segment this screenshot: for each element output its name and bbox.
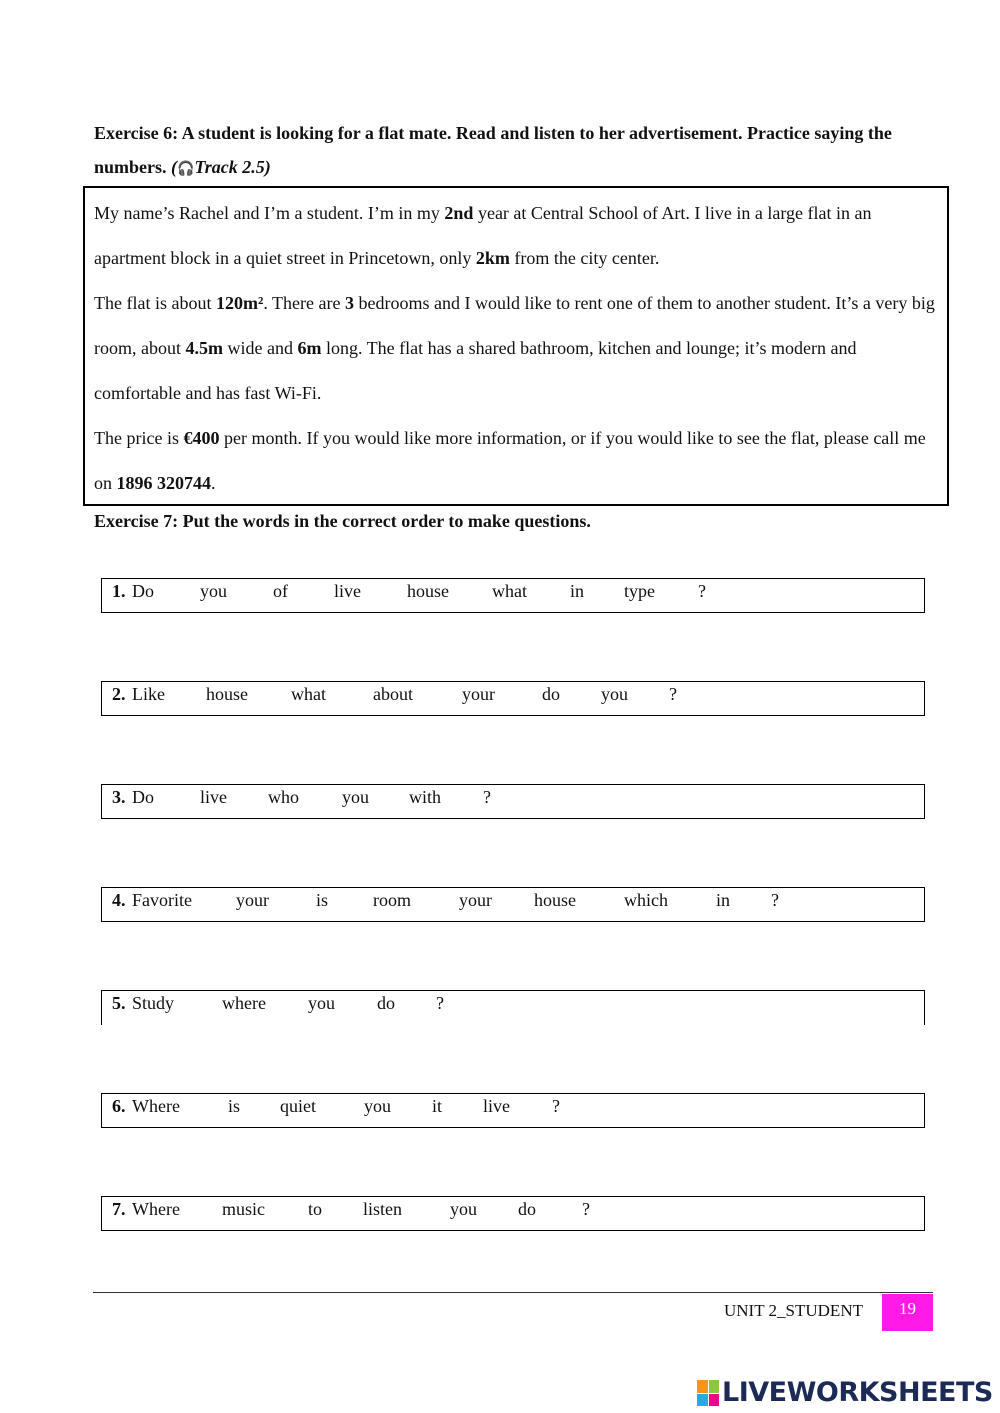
question-box-4[interactable]	[101, 887, 925, 922]
word-tile[interactable]: music	[222, 1199, 265, 1219]
word-tile[interactable]: your	[462, 684, 495, 704]
question-box-7[interactable]	[101, 1196, 925, 1231]
word-tile[interactable]: live	[483, 1096, 510, 1116]
advertisement-box	[83, 186, 949, 506]
word-tile[interactable]: Do	[132, 581, 154, 601]
word-tile[interactable]: Study	[132, 993, 175, 1013]
exercise-7-heading: Exercise 7: Put the words in the correct order to make questions.	[94, 511, 591, 531]
question-number: 2.	[112, 684, 126, 704]
word-tile[interactable]: Like	[132, 684, 165, 704]
word-tile[interactable]: is	[228, 1096, 241, 1116]
word-tile[interactable]: ?	[771, 890, 779, 910]
headphones-icon: 🎧	[177, 161, 195, 177]
word-tile[interactable]: Do	[132, 787, 154, 807]
word-tile[interactable]: listen	[363, 1199, 402, 1219]
word-tile[interactable]: live	[200, 787, 227, 807]
liveworksheets-brand[interactable]	[697, 1378, 993, 1408]
word-tile[interactable]: do	[377, 993, 395, 1013]
word-tile[interactable]: live	[334, 581, 361, 601]
word-tile[interactable]: which	[624, 890, 668, 910]
word-tile[interactable]: it	[432, 1096, 443, 1116]
word-tile[interactable]: room	[373, 890, 411, 910]
question-number: 7.	[112, 1199, 126, 1219]
word-tile[interactable]: ?	[483, 787, 491, 807]
word-tile[interactable]: do	[542, 684, 560, 704]
ad-paragraph-2: The flat is about 120m². There are 3 bedrooms and I would like to rent one of them to another student. It’s a very big room, about 4.5m wide and 6m long. The flat has a shared bathroom, kitchen and lounge; it’s modern and comfortable and has fast Wi-Fi.	[94, 293, 935, 403]
word-tile[interactable]: is	[316, 890, 329, 910]
word-tile[interactable]: about	[373, 684, 413, 704]
word-tile[interactable]: you	[342, 787, 369, 807]
word-tile[interactable]: Favorite	[132, 890, 192, 910]
word-tile[interactable]: house	[206, 684, 248, 704]
word-tile[interactable]: you	[308, 993, 335, 1013]
exercise-6-heading-text: Exercise 6: A student is looking for a flat mate. Read and listen to her advertisement. Practice saying the numbers.	[94, 123, 892, 177]
word-tile[interactable]: Where	[132, 1199, 180, 1219]
word-tile[interactable]: in	[716, 890, 731, 910]
word-tile[interactable]: house	[534, 890, 576, 910]
word-tile[interactable]: ?	[552, 1096, 560, 1116]
word-tile[interactable]: you	[364, 1096, 391, 1116]
track-reference: (🎧Track 2.5)	[171, 157, 271, 177]
word-tile[interactable]: ?	[669, 684, 677, 704]
brand-name: LIVEWORKSHEETS	[722, 1377, 993, 1408]
word-tile[interactable]: do	[518, 1199, 536, 1219]
word-tile[interactable]: your	[459, 890, 492, 910]
liveworksheets-logo-icon	[697, 1380, 719, 1406]
word-tile[interactable]: quiet	[280, 1096, 316, 1116]
word-tile[interactable]: ?	[582, 1199, 590, 1219]
word-tile[interactable]: of	[273, 581, 288, 601]
word-tile[interactable]: you	[450, 1199, 477, 1219]
question-number: 1.	[112, 581, 126, 601]
question-number: 6.	[112, 1096, 126, 1116]
word-tile[interactable]: with	[409, 787, 442, 807]
word-tile[interactable]: type	[624, 581, 655, 601]
question-box-2[interactable]	[101, 681, 925, 716]
page-number-badge: 19	[882, 1294, 933, 1331]
question-box-5[interactable]	[101, 990, 925, 1025]
word-tile[interactable]: ?	[436, 993, 444, 1013]
word-tile[interactable]: you	[200, 581, 227, 601]
word-tile[interactable]: house	[407, 581, 449, 601]
question-number: 5.	[112, 993, 126, 1013]
word-tile[interactable]: your	[236, 890, 269, 910]
ad-paragraph-3: The price is €400 per month. If you would like more information, or if you would like to see the flat, please call me on 1896 320744.	[94, 428, 926, 493]
question-box-6[interactable]	[101, 1093, 925, 1128]
question-box-1[interactable]	[101, 578, 925, 613]
word-tile[interactable]: who	[268, 787, 299, 807]
word-tile[interactable]: you	[601, 684, 628, 704]
word-tile[interactable]: what	[291, 684, 326, 704]
word-tile[interactable]: to	[308, 1199, 323, 1219]
word-tile[interactable]: Where	[132, 1096, 180, 1116]
question-box-3[interactable]	[101, 784, 925, 819]
footer-unit-label: UNIT 2_STUDENT	[724, 1301, 863, 1320]
ad-paragraph-1: My name’s Rachel and I’m a student. I’m in my 2nd year at Central School of Art. I live in a large flat in an apartment block in a quiet street in Princetown, only 2km from the city center.	[94, 203, 872, 268]
question-number: 4.	[112, 890, 126, 910]
word-tile[interactable]: in	[570, 581, 585, 601]
word-tile[interactable]: where	[222, 993, 266, 1013]
word-tile[interactable]: what	[492, 581, 527, 601]
word-tile[interactable]: ?	[698, 581, 706, 601]
question-number: 3.	[112, 787, 126, 807]
footer-divider	[93, 1292, 933, 1293]
exercise-6-heading	[94, 116, 954, 186]
